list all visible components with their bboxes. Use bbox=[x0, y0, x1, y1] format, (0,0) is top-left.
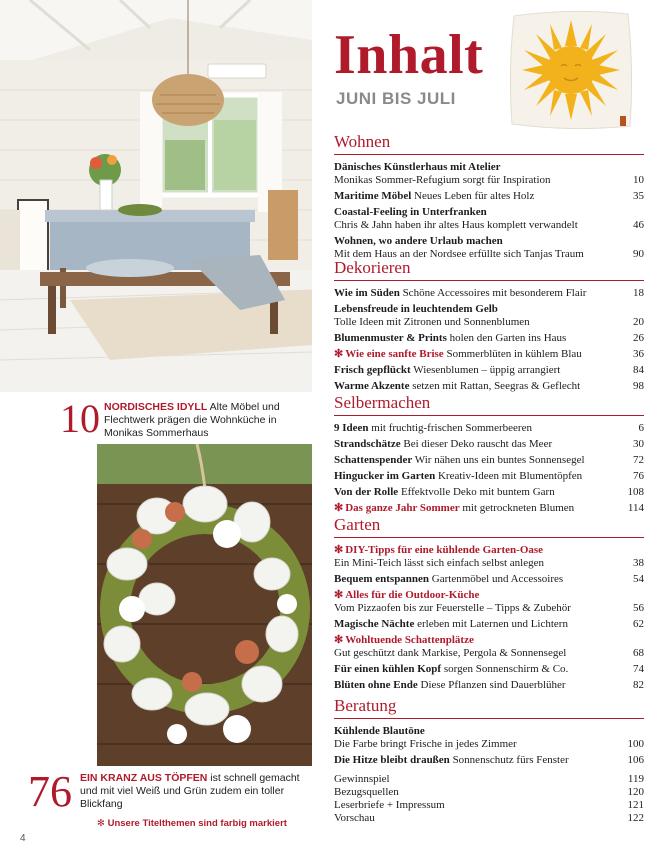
toc-page: 35 bbox=[633, 190, 644, 202]
toc-page: 62 bbox=[633, 618, 644, 630]
caption-headline: NORDISCHES IDYLL bbox=[104, 401, 208, 413]
toc-entry-cover-topic[interactable]: ✻ Wie eine sanfte Brise Sommerblüten in kühlem Blau 36 bbox=[334, 348, 644, 360]
caption-page-number: 10 bbox=[60, 396, 100, 441]
toc-entry[interactable]: Die Hitze bleibt draußen Sonnenschutz fürs Fenster 106 bbox=[334, 754, 644, 766]
photo-nordic-kitchen bbox=[0, 0, 312, 392]
toc-page: 26 bbox=[633, 332, 644, 344]
toc-page: 106 bbox=[627, 754, 644, 766]
asterisk-icon: ✻ bbox=[334, 502, 344, 514]
toc-page: 72 bbox=[633, 454, 644, 466]
section-divider bbox=[334, 280, 644, 281]
toc-page: 84 bbox=[633, 364, 644, 376]
asterisk-icon: ✻ bbox=[334, 634, 344, 646]
toc-page: 18 bbox=[633, 287, 644, 299]
toc-page: 38 bbox=[633, 557, 644, 569]
section-title: Selbermachen bbox=[334, 393, 431, 412]
toc-entry[interactable]: Warme Akzente setzen mit Rattan, Seegras & Geflecht 98 bbox=[334, 380, 644, 392]
toc-entry[interactable]: Kühlende Blautöne Die Farbe bringt Frische in jedes Zimmer 100 bbox=[334, 725, 644, 750]
sun-pillow-image bbox=[506, 6, 636, 134]
toc-page: 90 bbox=[633, 248, 644, 260]
toc-page: 30 bbox=[633, 438, 644, 450]
issue-subtitle: JUNI BIS JULI bbox=[336, 89, 456, 108]
section-dekorieren bbox=[334, 257, 644, 393]
toc-entry[interactable]: Von der Rolle Effektvolle Deko mit buntem Garn 108 bbox=[334, 486, 644, 498]
section-selbermachen bbox=[334, 392, 644, 515]
toc-entry[interactable]: Coastal-Feeling in Unterfranken Chris & Jahn haben ihr altes Haus komplett verwandelt 46 bbox=[334, 206, 644, 231]
toc-page: 121 bbox=[627, 799, 644, 811]
toc-entry[interactable]: Schattenspender Wir nähen uns ein buntes Sonnensegel 72 bbox=[334, 454, 644, 466]
caption-kranz-aus-toepfen bbox=[80, 772, 305, 811]
page-number: 4 bbox=[20, 833, 26, 844]
toc-page: 74 bbox=[633, 663, 644, 675]
toc-entry-cover-topic[interactable]: ✻ Alles für die Outdoor-Küche Vom Pizzaofen bis zur Feuerstelle – Tipps & Zubehör 56 bbox=[334, 589, 644, 614]
toc-page: 36 bbox=[633, 348, 644, 360]
page-title: Inhalt bbox=[334, 24, 484, 86]
toc-page: 120 bbox=[627, 786, 644, 798]
toc-page: 100 bbox=[627, 738, 644, 750]
toc-entry[interactable]: Blüten ohne Ende Diese Pflanzen sind Dauerblüher 82 bbox=[334, 679, 644, 691]
kitchen-illustration bbox=[0, 0, 312, 392]
caption-text: ist schnell gemacht und mit viel Weiß und Grün zudem ein toller Blickfang bbox=[80, 772, 300, 810]
toc-page: 82 bbox=[633, 679, 644, 691]
caption-page-number: 76 bbox=[28, 767, 72, 816]
toc-page: 6 bbox=[638, 422, 644, 434]
toc-entry[interactable]: Für einen kühlen Kopf sorgen Sonnenschirm & Co. 74 bbox=[334, 663, 644, 675]
toc-entry[interactable]: 9 Ideen mit fruchtig-frischen Sommerbeeren 6 bbox=[334, 422, 644, 434]
section-title: Dekorieren bbox=[334, 258, 411, 277]
toc-page: 54 bbox=[633, 573, 644, 585]
toc-entry[interactable]: Frisch gepflückt Wiesenblumen – üppig arrangiert 84 bbox=[334, 364, 644, 376]
toc-page: 76 bbox=[633, 470, 644, 482]
section-divider bbox=[334, 154, 644, 155]
toc-entry[interactable]: Lebensfreude in leuchtendem Gelb Tolle Ideen mit Zitronen und Sonnenblumen 20 bbox=[334, 303, 644, 328]
section-garten bbox=[334, 514, 644, 692]
toc-entry[interactable]: Gewinnspiel 119 bbox=[334, 773, 644, 785]
toc-page: 20 bbox=[633, 316, 644, 328]
section-title: Garten bbox=[334, 515, 381, 534]
caption-headline: EIN KRANZ AUS TÖPFEN bbox=[80, 772, 208, 784]
section-divider bbox=[334, 415, 644, 416]
asterisk-icon: ✻ bbox=[97, 818, 105, 829]
toc-page: 68 bbox=[633, 647, 644, 659]
asterisk-icon: ✻ bbox=[334, 544, 344, 556]
toc-page: 108 bbox=[627, 486, 644, 498]
section-divider bbox=[334, 718, 644, 719]
toc-entry[interactable]: Vorschau 122 bbox=[334, 812, 644, 824]
asterisk-icon: ✻ bbox=[334, 348, 344, 360]
section-beratung bbox=[334, 695, 644, 767]
toc-entry[interactable]: Strandschätze Bei dieser Deko rauscht das Meer 30 bbox=[334, 438, 644, 450]
section-title: Wohnen bbox=[334, 132, 391, 151]
toc-entry[interactable]: Wie im Süden Schöne Accessoires mit besonderem Flair 18 bbox=[334, 287, 644, 299]
toc-entry[interactable]: Bezugsquellen 120 bbox=[334, 786, 644, 798]
toc-entry-cover-topic[interactable]: ✻ Das ganze Jahr Sommer mit getrockneten Blumen 114 bbox=[334, 502, 644, 514]
toc-page: 56 bbox=[633, 602, 644, 614]
section-wohnen bbox=[334, 131, 644, 261]
toc-entry[interactable]: Magische Nächte erleben mit Laternen und Lichtern 62 bbox=[334, 618, 644, 630]
photo-pot-wreath bbox=[97, 444, 312, 766]
toc-page: 10 bbox=[633, 174, 644, 186]
sun-icon bbox=[506, 6, 636, 134]
toc-page: 122 bbox=[627, 812, 644, 824]
wreath-illustration bbox=[97, 444, 312, 766]
toc-entry[interactable]: Wohnen, wo andere Urlaub machen Mit dem Haus an der Nordsee erfüllte sich Tanjas Traum 90 bbox=[334, 235, 644, 260]
toc-entry-cover-topic[interactable]: ✻ DIY-Tipps für eine kühlende Garten-Oase Ein Mini-Teich lässt sich einfach selbst anlegen 38 bbox=[334, 544, 644, 569]
caption-nordisches-idyll bbox=[104, 401, 304, 440]
toc-entry[interactable]: Hingucker im Garten Kreativ-Ideen mit Blumentöpfen 76 bbox=[334, 470, 644, 482]
toc-entry[interactable]: Leserbriefe + Impressum 121 bbox=[334, 799, 644, 811]
cover-topics-note-text: Unsere Titelthemen sind farbig markiert bbox=[107, 818, 287, 829]
cover-topics-note bbox=[97, 818, 287, 829]
section-divider bbox=[334, 537, 644, 538]
toc-page: 98 bbox=[633, 380, 644, 392]
toc-page: 119 bbox=[627, 773, 644, 785]
toc-entry[interactable]: Maritime Möbel Neues Leben für altes Holz 35 bbox=[334, 190, 644, 202]
toc-entry[interactable]: Bequem entspannen Gartenmöbel und Accessoires 54 bbox=[334, 573, 644, 585]
toc-entry-cover-topic[interactable]: ✻ Wohltuende Schattenplätze Gut geschützt dank Markise, Pergola & Sonnensegel 68 bbox=[334, 634, 644, 659]
asterisk-icon: ✻ bbox=[334, 589, 344, 601]
toc-page: 46 bbox=[633, 219, 644, 231]
section-misc bbox=[334, 773, 644, 825]
section-title: Beratung bbox=[334, 696, 397, 715]
caption-text: Alte Möbel und Flechtwerk prägen die Wohnküche in Monikas Sommerhaus bbox=[104, 401, 280, 439]
toc-entry[interactable]: Dänisches Künstlerhaus mit Atelier Monikas Sommer-Refugium sorgt für Inspiration 10 bbox=[334, 161, 644, 186]
toc-entry[interactable]: Blumenmuster & Prints holen den Garten ins Haus 26 bbox=[334, 332, 644, 344]
toc-page: 114 bbox=[627, 502, 644, 514]
